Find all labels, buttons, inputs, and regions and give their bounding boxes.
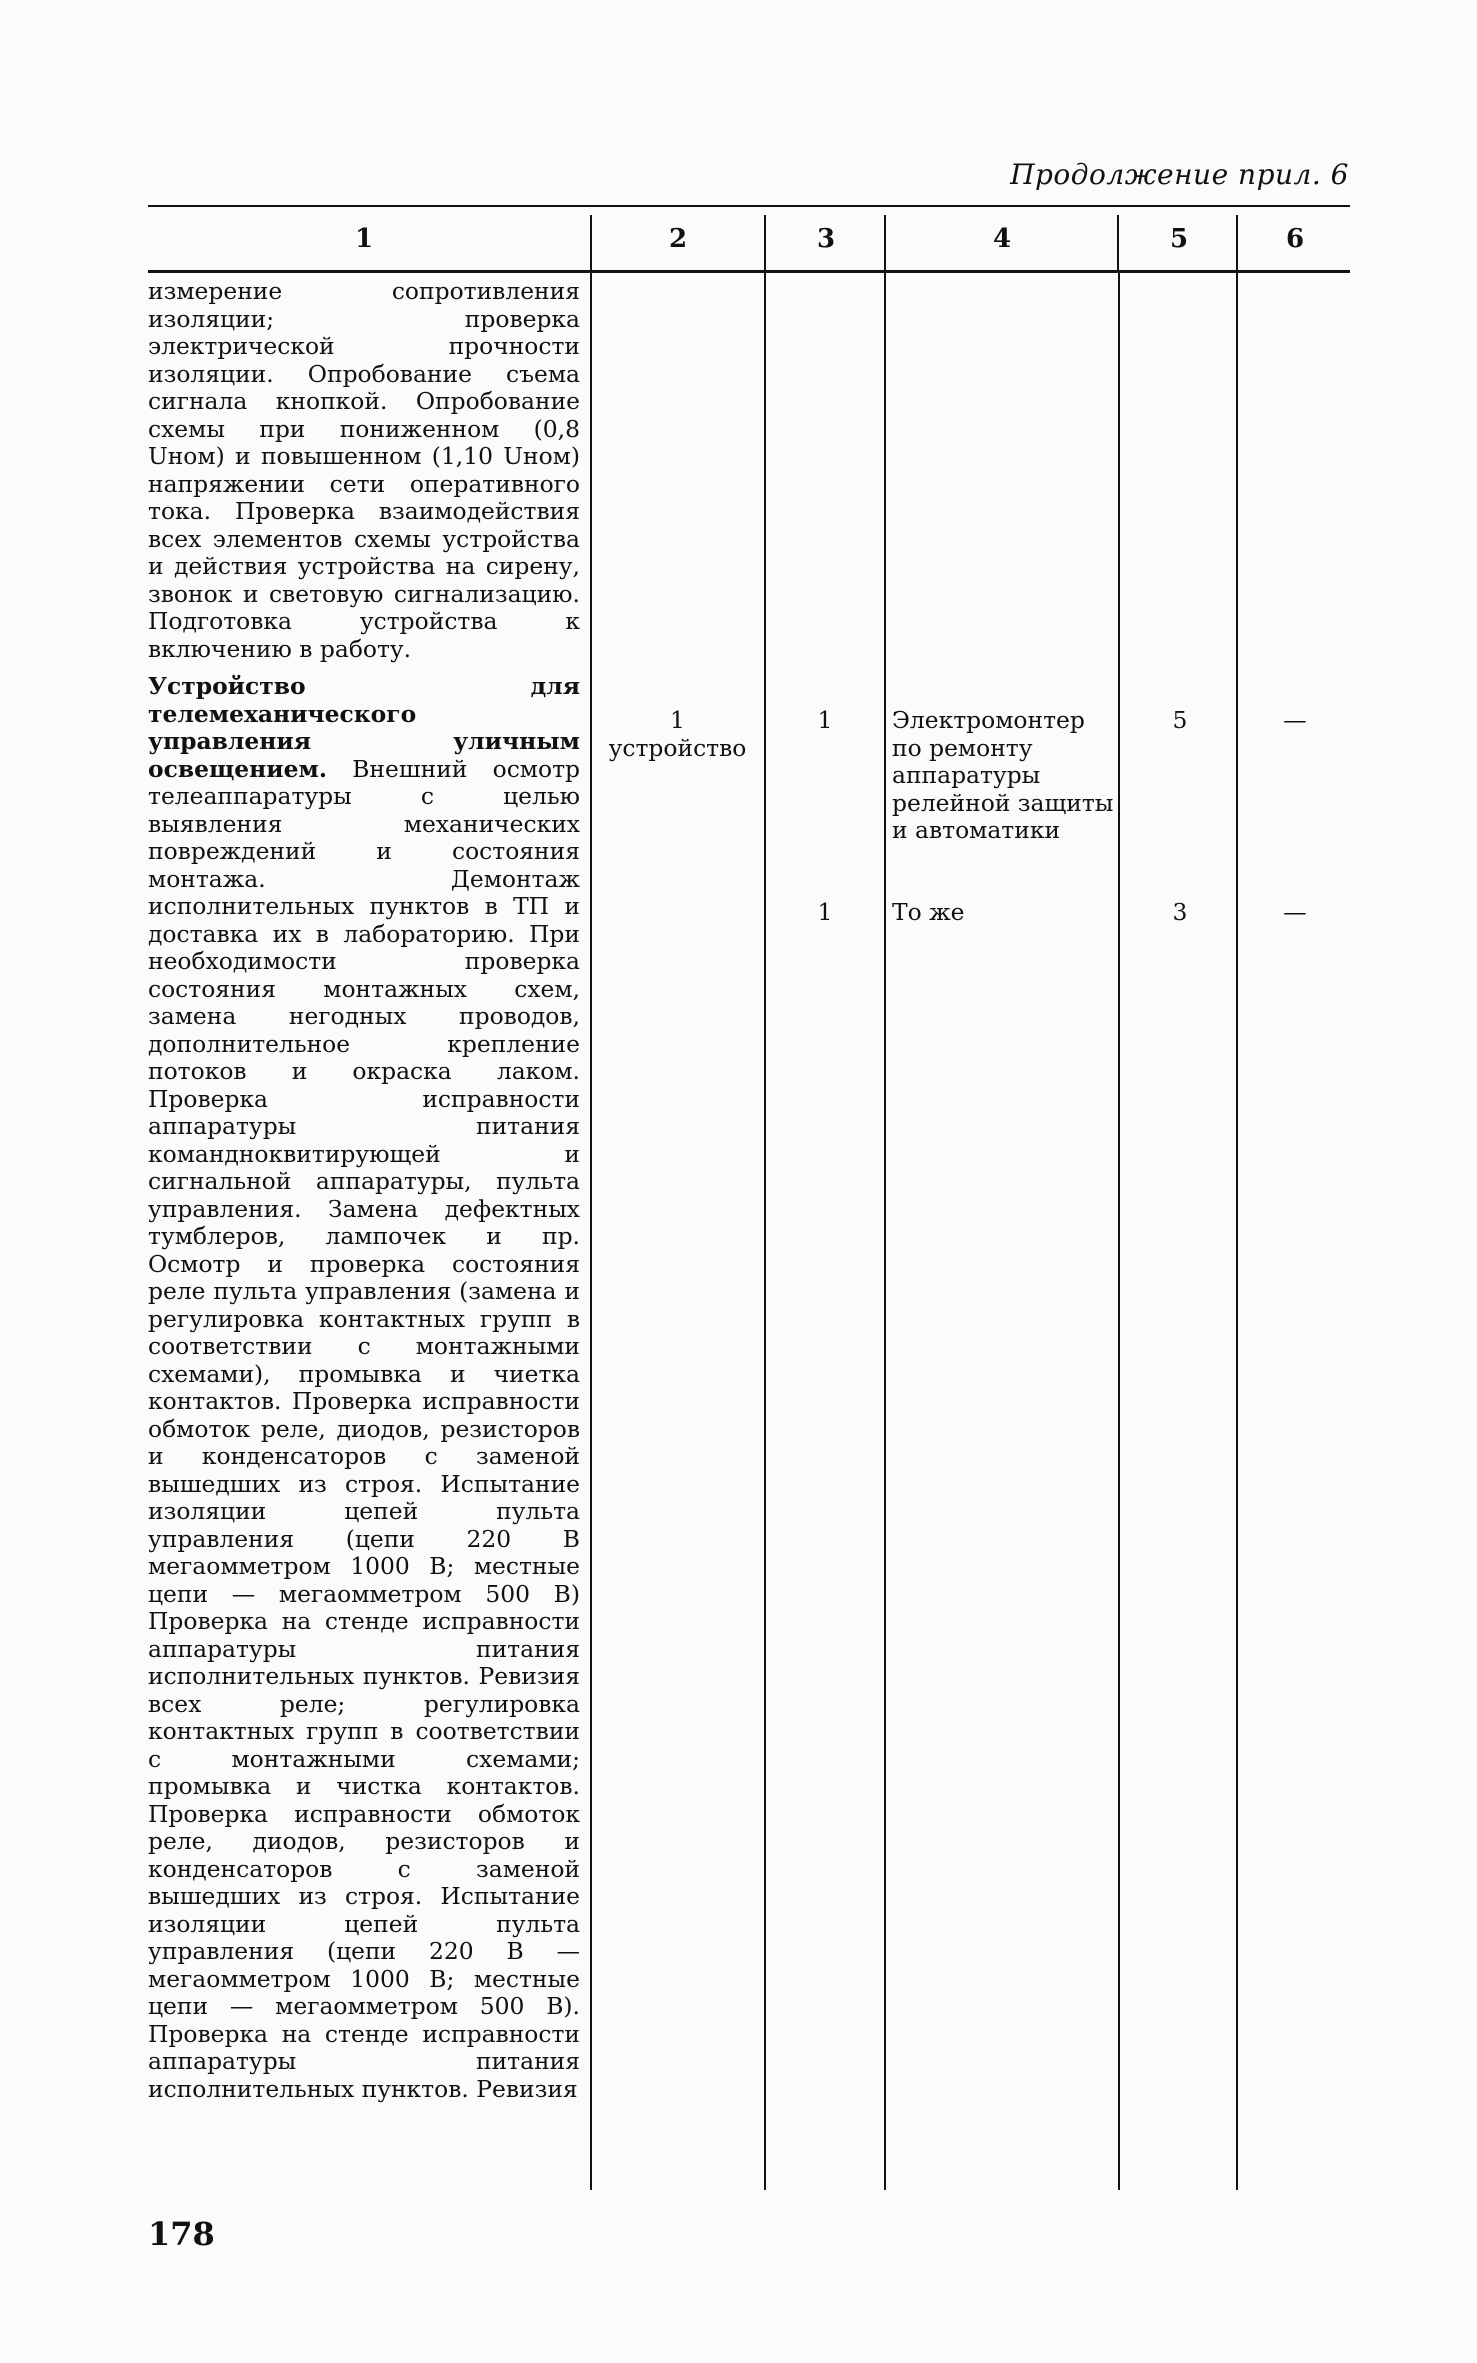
- column-divider: [1236, 215, 1238, 2190]
- table-header-rule: [148, 270, 1350, 273]
- column-header-2: 2: [668, 224, 688, 254]
- device-title: Устройство для телемеханического управления уличным освещением.: [148, 672, 580, 783]
- row-1-col6: —: [1283, 706, 1307, 734]
- column-divider: [1118, 270, 1120, 2190]
- column-header-5: 5: [1169, 224, 1189, 254]
- continuation-note: Продолжение прил. 6: [1010, 158, 1349, 191]
- row-1-quantity-value: 1: [670, 706, 685, 734]
- row-1-col3: 1: [817, 706, 833, 734]
- column-header-4: 4: [992, 224, 1012, 254]
- column-divider: [590, 215, 592, 2190]
- column-header-6: 6: [1285, 224, 1305, 254]
- column-divider: [764, 215, 766, 2190]
- column-header-3: 3: [816, 224, 836, 254]
- description-paragraph-1: измерение сопротивления изоляции; проверка электрической прочности изоляции. Опробование съема сигнала кнопкой. Опробование схемы при пониженном (0,8 Uном) и повышенном (1,10 Uном) напряжении сети оперативного тока. Проверка взаимодействия всех элементов схемы устройства и действия устройства на сирену, звонок и световую сигнализацию. Подготовка устройства к включению в работу.: [148, 277, 580, 663]
- column-divider: [1117, 215, 1119, 270]
- table-top-rule: [148, 205, 1350, 207]
- row-2-grade: 3: [1172, 898, 1188, 926]
- work-description-column: [148, 278, 580, 2103]
- row-1-quantity: [595, 707, 760, 762]
- row-1-quantity-unit: устройство: [608, 733, 747, 762]
- row-2-worker: То же: [892, 898, 965, 926]
- page-number: 178: [148, 2215, 215, 2253]
- description-paragraph-2: [148, 673, 580, 2103]
- column-divider: [884, 215, 886, 2190]
- row-1-grade: 5: [1172, 706, 1188, 734]
- column-header-1: 1: [354, 224, 374, 254]
- row-1-worker: Электромонтер по ремонту аппаратуры релейной защиты и автоматики: [892, 706, 1114, 844]
- device-procedure-text: Внешний осмотр телеаппаратуры с целью выявления механических повреждений и состояния монтажа. Демонтаж исполнительных пунктов в ТП и доставка их в лабораторию. При необходимости проверка состояния монтажных схем, замена негодных проводов, дополнительное крепление потоков и окраска лаком. Проверка исправности аппаратуры питания командноквитирующей и сигнальной аппаратуры, пульта управления. Замена дефектных тумблеров, лампочек и пр. Осмотр и проверка состояния реле пульта управления (замена и регулировка контактных групп в соответствии с монтажными схемами), промывка и чиетка контактов. Проверка исправности обмоток реле, диодов, резисторов и конденсаторов с заменой вышедших из строя. Испытание изоляции цепей пульта управления (цепи 220 В мегаомметром 1000 В; местные цепи — мегаомметром 500 В) Проверка на стенде исправности аппаратуры питания исполнительных пунктов. Ревизия всех реле; регулировка контактных групп в соответствии с монтажными схемами; промывка и чистка контактов. Проверка исправности обмоток реле, диодов, резисторов и конденсаторов с заменой вышедших из строя. Испытание изоляции цепей пульта управления (цепи 220 В — мегаомметром 1000 В; местные цепи — мегаомметром 500 В). Проверка на стенде исправности аппаратуры питания исполнительных пунктов. Ревизия: [148, 754, 580, 2103]
- row-2-col6: —: [1283, 898, 1307, 926]
- row-2-col3: 1: [817, 898, 833, 926]
